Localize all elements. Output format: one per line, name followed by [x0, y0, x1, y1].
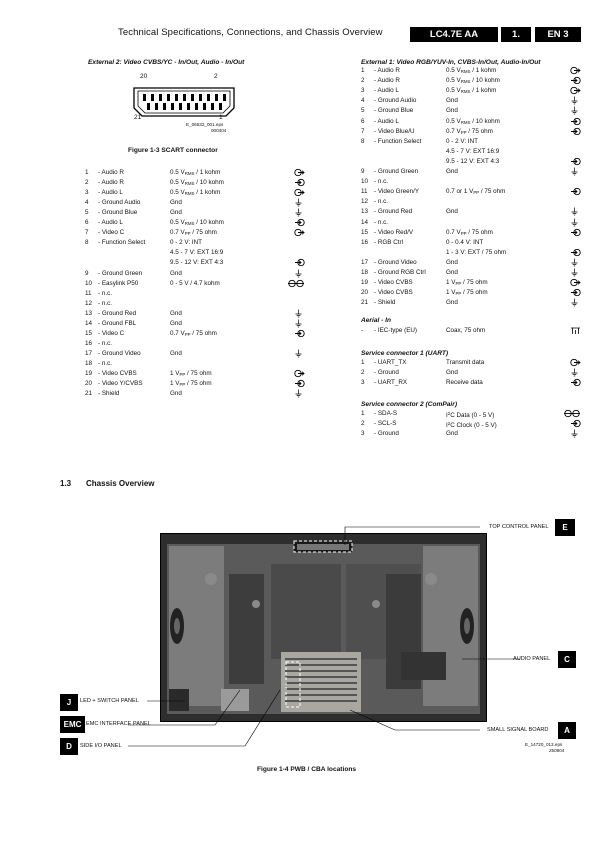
- pin-name: - Video CVBS: [98, 370, 137, 377]
- pin-value: $I^2C$ Clock (0 - 5 V): [446, 421, 497, 430]
- pin-number: 5: [361, 107, 365, 115]
- page-number-badge: EN 3: [535, 27, 581, 42]
- pin-name: - Ground Audio: [374, 97, 417, 105]
- pin-value: Transmit data: [446, 359, 485, 366]
- pin-name: - Audio R: [98, 169, 124, 176]
- pin-name: - Shield: [98, 390, 120, 398]
- pin-value: 9.5 - 12 V: EXT 4:3: [170, 259, 224, 267]
- pin-name: - SDA-S: [374, 410, 398, 417]
- pin-name: - Video CVBS: [374, 289, 413, 297]
- pin-value: Gnd: [446, 430, 458, 438]
- pin-value: 0.5 $V_{RMS} / 1$ kohm: [446, 67, 497, 74]
- pin-number: 1: [361, 359, 365, 366]
- scart-figure-date: 000404: [211, 128, 227, 133]
- pin-value: Gnd: [170, 269, 182, 277]
- panel-c-badge: C: [558, 651, 576, 668]
- pin-number: 6: [361, 117, 365, 125]
- pin-name: - n.c.: [98, 289, 112, 297]
- pin-name: - Easylink P50: [98, 279, 139, 287]
- pin-number: 2: [361, 420, 365, 428]
- pin-name: - Audio L: [98, 189, 123, 197]
- chassis-section-number: 1.3: [60, 479, 72, 488]
- pin-number: 2: [361, 77, 365, 85]
- pin-value: 0.5 $V_{RMS} / 10$ kohm: [446, 77, 500, 85]
- pin-value: 1 - 3 V: EXT / 75 ohm: [446, 248, 507, 256]
- pin-number: 3: [361, 87, 365, 95]
- panel-j-badge: J: [60, 694, 78, 711]
- pin-value: Gnd: [170, 390, 182, 398]
- panel-a-badge: A: [558, 722, 576, 739]
- scart-figure-ref: E_06532_001.eps: [186, 122, 224, 127]
- pin-number: 2: [361, 369, 365, 377]
- pin-number: 3: [85, 189, 89, 197]
- scart-section-title: External 2: Video CVBS/YC - In/Out, Audio - In/Out: [88, 59, 245, 66]
- pin-number: 11: [361, 188, 368, 196]
- pin-value: 0.7 $V_{PP} / 75$ ohm: [170, 329, 217, 337]
- pin-name: - Shield: [374, 299, 396, 307]
- pin-number: 8: [361, 137, 365, 145]
- pin-name: - SCL-S: [374, 420, 397, 428]
- pin-number: 12: [361, 198, 369, 206]
- panel-d-badge: D: [60, 738, 78, 755]
- pin-name: - RGB Ctrl: [374, 238, 404, 246]
- pin-name: - UART_TX: [374, 359, 407, 366]
- pin-value: 0.7 $V_{PP} / 75$ ohm: [446, 127, 493, 135]
- pin-number: 14: [85, 319, 93, 327]
- pin-value: 0.5 $V_{RMS} / 1$ kohm: [170, 189, 221, 197]
- pin-name: - n.c.: [374, 218, 388, 226]
- pin-value: Gnd: [446, 269, 458, 276]
- pin-name: - Video Green/Y: [374, 188, 420, 196]
- pin-number: 18: [361, 269, 369, 276]
- pin-number: 19: [85, 370, 93, 377]
- pin-value: 0 - 0.4 V: INT: [446, 238, 484, 246]
- pin-number: 16: [85, 339, 93, 347]
- pin-value: 0 - 2 V: INT: [170, 239, 202, 247]
- pin-value: 0.5 $V_{RMS} / 10$ kohm: [170, 179, 224, 187]
- pin-name: - Audio R: [374, 77, 400, 85]
- pin-name: - Ground Red: [374, 208, 413, 216]
- chassis-figure-date: 250804: [549, 748, 565, 753]
- pin-value: Gnd: [446, 258, 458, 266]
- pin-name: - Ground Blue: [98, 209, 138, 217]
- pin-name: - n.c.: [98, 339, 112, 347]
- pin-value: 0.7 $V_{PP} / 75$ ohm: [446, 228, 493, 236]
- pin-value: 1 $V_{PP} / 75$ ohm: [446, 289, 488, 297]
- pin-number: 8: [85, 239, 89, 247]
- pin-number: 17: [361, 258, 369, 266]
- scart-pin-21-label: 21: [134, 114, 142, 121]
- pin-name: - Ground Audio: [98, 199, 141, 207]
- compair-section-title: Service connector 2 (ComPair): [361, 401, 458, 408]
- scart-pin-2-label: 2: [214, 73, 218, 80]
- pin-name: - Ground RGB Ctrl: [374, 269, 426, 276]
- pin-value: 1 $V_{PP} / 75$ ohm: [446, 279, 488, 287]
- pin-number: 5: [85, 209, 89, 217]
- pin-number: 1: [361, 410, 365, 417]
- pin-value: 0.5 $V_{RMS} / 10$ kohm: [170, 219, 224, 227]
- pin-number: 1: [85, 169, 89, 176]
- pin-value: Gnd: [446, 369, 458, 377]
- pin-number: 10: [85, 279, 93, 287]
- pin-name: - n.c.: [374, 198, 388, 206]
- pin-number: 15: [85, 329, 93, 337]
- pin-number: 4: [361, 97, 365, 105]
- pin-name: - Video CVBS: [374, 279, 413, 287]
- pin-name: - Video C: [98, 229, 125, 237]
- model-badge: LC4.7E AA: [410, 27, 498, 42]
- pin-number: 3: [361, 379, 365, 387]
- pin-name: - Video Red/V: [374, 228, 414, 236]
- pin-number: 19: [361, 279, 369, 287]
- side-io-panel-label: SIDE I/O PANEL: [80, 743, 122, 749]
- ext1-section-title: External 1: Video RGB/YUV-In, CVBS-In/Out, Audio-In/Out: [361, 59, 541, 66]
- pin-name: - Ground Red: [98, 309, 137, 317]
- pin-value: 0.5 $V_{RMS} / 10$ kohm: [446, 117, 500, 125]
- pin-name: - IEC-type (EU): [374, 327, 418, 334]
- pin-number: 7: [85, 229, 89, 237]
- pin-number: 20: [361, 289, 369, 297]
- pin-name: - n.c.: [374, 178, 388, 186]
- pin-number: 9: [85, 269, 89, 277]
- pin-name: - Video Blue/U: [374, 127, 415, 135]
- pin-number: 21: [361, 299, 369, 307]
- pin-number: -: [361, 327, 364, 334]
- small-signal-board-label: SMALL SIGNAL BOARD: [487, 727, 549, 733]
- pin-value: 1 $V_{PP} / 75$ ohm: [170, 370, 212, 377]
- chassis-figure-ref: E_14720_013.eps: [525, 742, 563, 747]
- pin-name: - Audio R: [374, 67, 400, 74]
- pin-name: - Ground: [374, 369, 399, 377]
- pin-name: - Audio L: [374, 117, 399, 125]
- pin-name: - Ground: [374, 430, 399, 438]
- pin-number: 13: [361, 208, 369, 216]
- pin-value: Gnd: [170, 209, 182, 217]
- pin-name: - Ground Blue: [374, 107, 414, 115]
- pin-number: 13: [85, 309, 93, 317]
- pin-number: 17: [85, 349, 93, 357]
- pin-value: Gnd: [446, 168, 458, 175]
- pin-number: 12: [85, 299, 93, 307]
- pin-number: 6: [85, 219, 89, 227]
- page-header-title: Technical Specifications, Connections, and Chassis Overview: [118, 27, 383, 38]
- pin-value: 0 - 2 V: INT: [446, 137, 478, 145]
- pin-name: - Function Select: [98, 239, 146, 247]
- panel-emc-badge: EMC: [60, 716, 85, 733]
- pin-number: 20: [85, 380, 93, 388]
- pin-value: Gnd: [446, 208, 458, 216]
- scart-pin-1-label: 1: [219, 114, 223, 121]
- pin-number: 16: [361, 238, 369, 246]
- pin-value: Gnd: [446, 107, 458, 115]
- chassis-figure-caption: Figure 1-4 PWB / CBA locations: [257, 766, 357, 773]
- pin-name: - Audio L: [98, 219, 123, 227]
- pin-value: 4.5 - 7 V: EXT 16:9: [446, 147, 500, 155]
- pin-value: Gnd: [446, 299, 458, 307]
- pin-number: 9: [361, 168, 365, 175]
- pin-number: 7: [361, 127, 365, 135]
- audio-panel-label: AUDIO PANEL: [513, 656, 551, 662]
- pin-value: 1 $V_{PP} / 75$ ohm: [170, 380, 212, 388]
- pin-name: - Ground Video: [98, 349, 141, 357]
- scart-figure-caption: Figure 1-3 SCART connector: [128, 147, 218, 154]
- pin-name: - Video C: [98, 329, 125, 337]
- pin-value: 0 - 5 V / 4.7 kohm: [170, 279, 220, 287]
- pin-number: 18: [85, 359, 93, 367]
- pin-name: - UART_RX: [374, 379, 408, 387]
- pin-name: - Audio L: [374, 87, 399, 95]
- pin-value: $I^2C$ Data (0 - 5 V): [446, 411, 495, 419]
- emc-interface-panel-label: EMC INTERFACE PANEL: [86, 721, 151, 727]
- pin-value: Gnd: [170, 349, 182, 357]
- pin-name: - Audio R: [98, 179, 124, 187]
- pin-value: Coax, 75 ohm: [446, 327, 486, 334]
- pin-name: - n.c.: [98, 299, 112, 307]
- pin-value: 0.7 $V_{PP} / 75$ ohm: [170, 229, 217, 237]
- pin-number: 10: [361, 178, 369, 186]
- pin-value: 0.5 $V_{RMS} / 1$ kohm: [170, 169, 221, 176]
- pin-value: Gnd: [170, 319, 182, 327]
- aerial-section-title: Aerial - In: [361, 317, 392, 324]
- pin-number: 21: [85, 390, 93, 398]
- pin-name: - Ground Video: [374, 258, 417, 266]
- pin-name: - Ground FBL: [98, 319, 137, 327]
- section-badge: 1.: [501, 27, 531, 42]
- pin-value: Receive data: [446, 379, 483, 387]
- top-control-panel-label: TOP CONTROL PANEL: [489, 524, 549, 530]
- led-switch-panel-label: LED + SWITCH PANEL: [80, 698, 139, 704]
- chassis-section-title: Chassis Overview: [86, 479, 155, 488]
- pin-value: 4.5 - 7 V: EXT 16:9: [170, 249, 224, 257]
- pin-number: 1: [361, 67, 365, 74]
- pin-number: 11: [85, 289, 92, 297]
- pin-number: 4: [85, 199, 89, 207]
- pin-number: 15: [361, 228, 369, 236]
- pin-name: - Function Select: [374, 137, 422, 145]
- pin-number: 14: [361, 218, 369, 226]
- panel-e-badge: E: [555, 519, 575, 536]
- pin-value: Gnd: [446, 97, 458, 105]
- pin-value: Gnd: [170, 309, 182, 317]
- pin-name: - Video Y/CVBS: [98, 380, 143, 388]
- pin-name: - Ground Green: [98, 269, 143, 277]
- pin-number: 2: [85, 179, 89, 187]
- pin-value: 0.7 or 1 $V_{PP} / 75$ ohm: [446, 188, 506, 196]
- pin-name: - Ground Green: [374, 168, 419, 175]
- pin-value: 9.5 - 12 V: EXT 4:3: [446, 157, 500, 165]
- pin-value: 0.5 $V_{RMS} / 1$ kohm: [446, 87, 497, 95]
- pin-name: - n.c.: [98, 359, 112, 367]
- scart-pin-20-label: 20: [140, 73, 148, 80]
- uart-section-title: Service connector 1 (UART): [361, 350, 449, 357]
- pin-number: 3: [361, 430, 365, 438]
- pin-value: Gnd: [170, 199, 182, 207]
